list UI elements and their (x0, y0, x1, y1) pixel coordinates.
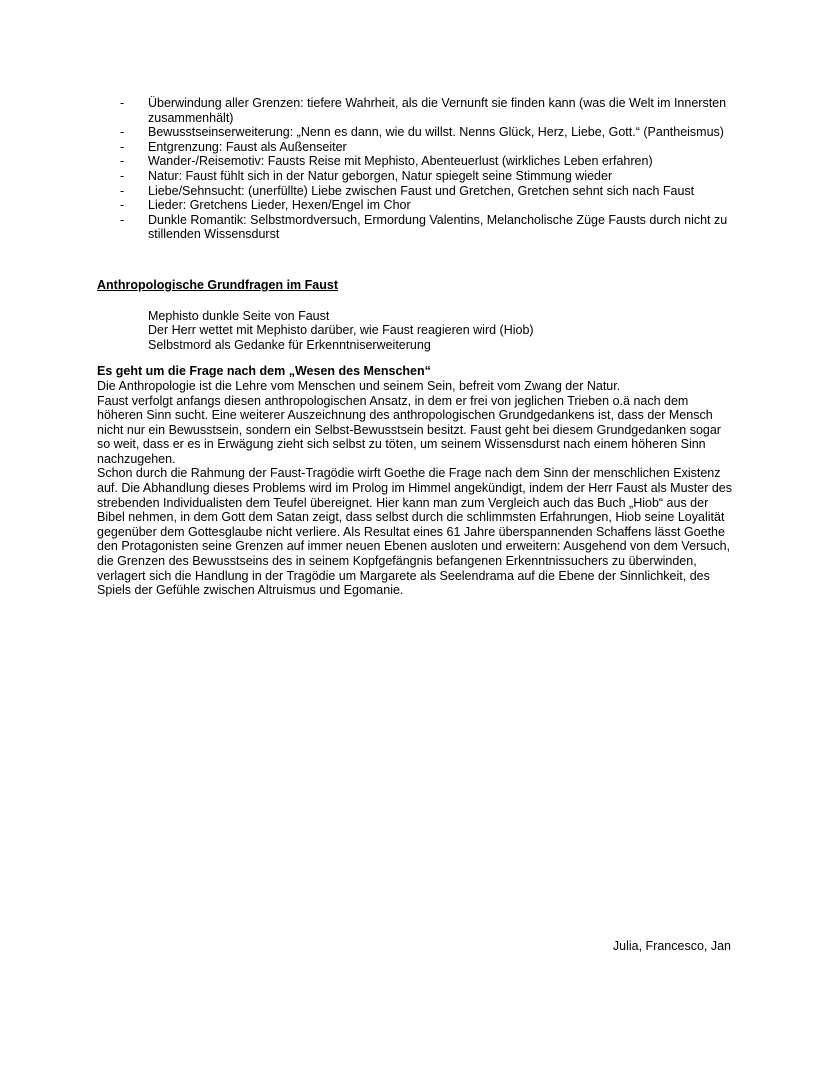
notes-block (97, 309, 733, 353)
bullet-dash: - (120, 183, 125, 198)
bullet-item (97, 154, 733, 169)
bullet-item (97, 96, 733, 125)
bullet-item (97, 198, 733, 213)
bullet-text: Wander-/Reisemotiv: Fausts Reise mit Mephisto, Abenteuerlust (wirkliches Leben erfahren) (148, 154, 653, 169)
bullet-dash: - (120, 154, 125, 169)
bullet-dash: - (120, 96, 125, 110)
paragraph: Faust verfolgt anfangs diesen anthropologischen Ansatz, in dem er frei von jeglichen Trieben o.ä nach dem höheren Sinn sucht. Eine weiterer Auszeichnung des anthropologischen Grundgedankens ist, dass der Mensch nicht nur ein Bewusstsein, sondern ein Selbst-Bewusstsein besitzt. Faust geht bei diesem Grundgedanken sogar so weit, dass er es in Erwägung zieht sich selbst zu töten, um seinem Wissensdurst nach einem höheren Sinn nachzugehen. (97, 393, 721, 466)
bullet-item (97, 140, 733, 155)
note-line: Mephisto dunkle Seite von Faust (148, 308, 330, 323)
heading-wesen-des-menschen: Es geht um die Frage nach dem „Wesen des Menschen“ (97, 364, 431, 379)
bullet-text: Entgrenzung: Faust als Außenseiter (148, 139, 347, 154)
document-content (97, 96, 733, 598)
bullet-dash: - (120, 125, 125, 140)
bullet-item (97, 213, 733, 242)
bullet-text: Natur: Faust fühlt sich in der Natur geborgen, Natur spiegelt seine Stimmung wieder (148, 168, 613, 183)
note-line: Selbstmord als Gedanke für Erkenntniserweiterung (148, 337, 431, 352)
note-line: Der Herr wettet mit Mephisto darüber, wie Faust reagieren wird (Hiob) (148, 323, 534, 338)
heading-anthropologische-grundfragen: Anthropologische Grundfragen im Faust (97, 277, 338, 292)
bullet-item (97, 169, 733, 184)
bullet-item (97, 125, 733, 140)
bullet-text: Überwindung aller Grenzen: tiefere Wahrheit, als die Vernunft sie finden kann (was die Welt im Innersten zusammenhält) (148, 96, 727, 125)
bullet-dash: - (120, 168, 125, 183)
bullet-dash: - (120, 139, 125, 154)
bullet-dash: - (120, 198, 125, 213)
bullet-text: Lieder: Gretchens Lieder, Hexen/Engel im Chor (148, 198, 411, 213)
bullet-text: Liebe/Sehnsucht: (unerfüllte) Liebe zwischen Faust und Gretchen, Gretchen sehnt sich nach Faust (148, 183, 695, 198)
body-paragraphs (97, 379, 733, 598)
authors-signature: Julia, Francesco, Jan (612, 939, 731, 953)
bullet-list (97, 96, 733, 242)
bullet-text: Bewusstseinserweiterung: „Nenn es dann, wie du willst. Nenns Glück, Herz, Liebe, Gott.“ (Pantheismus) (148, 125, 724, 140)
bullet-item (97, 184, 733, 199)
bullet-text: Dunkle Romantik: Selbstmordversuch, Ermordung Valentins, Melancholische Züge Fausts durch nicht zu stillenden Wissensdurst (148, 212, 728, 242)
bullet-dash: - (120, 212, 125, 227)
paragraph: Schon durch die Rahmung der Faust-Tragödie wirft Goethe die Frage nach dem Sinn der menschlichen Existenz auf. Die Abhandlung dieses Problems wird im Prolog im Himmel angekündigt, indem der Herr Faust als Muster des strebenden Individualisten dem Teufel übereignet. Hier kann man zum Vergleich auch das Buch „Hiob“ aus der Bibel nehmen, in dem Gott dem Satan zeigt, dass selbst durch die schlimmsten Erfahrungen, Hiob seine Loyalität gegenüber dem Gottesglaube nicht verliere. Als Resultat eines 61 Jahre überspannenden Schaffens lässt Goethe den Protagonisten seine Grenzen auf immer neuen Ebenen ausloten und erweitern: Ausgehend von dem Versuch, die Grenzen des Bewusstseins des in seinem Kopfgefängnis befangenen Erkenntnissuchers zu überwinden, verlagert sich die Handlung in der Tragödie um Margarete als Seelendrama auf die Ebene der Sinnlichkeit, des Spiels der Gefühle zwischen Altruismus und Egomanie. (97, 466, 733, 598)
paragraph: Die Anthropologie ist die Lehre vom Menschen und seinem Sein, befreit vom Zwang der Natur. (97, 378, 621, 393)
